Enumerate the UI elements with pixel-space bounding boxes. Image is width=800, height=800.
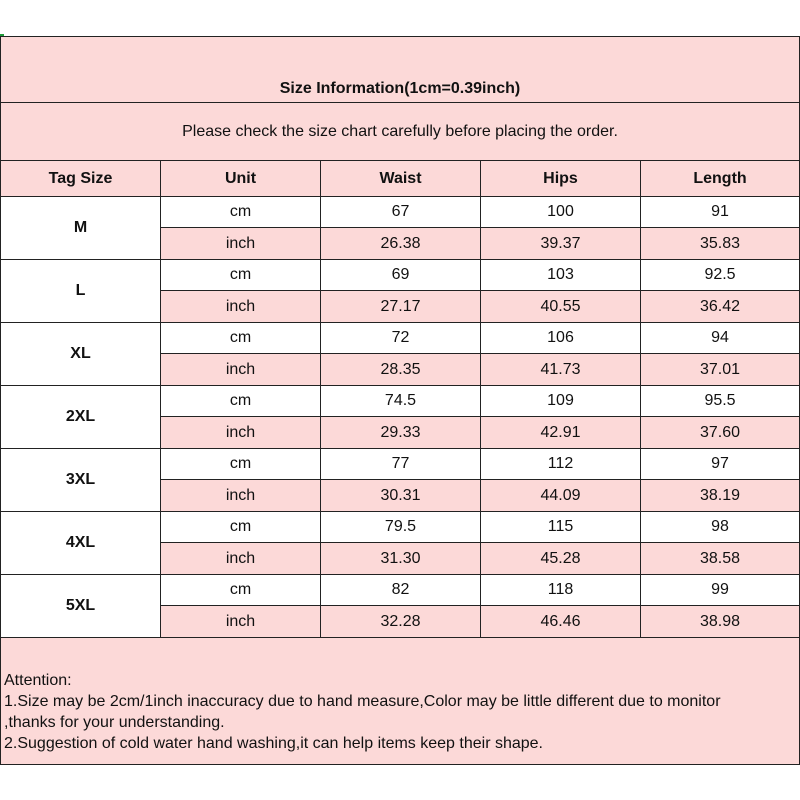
unit-cell: cm xyxy=(161,512,321,543)
waist-cell: 27.17 xyxy=(321,291,481,323)
note-line-2: 2.Suggestion of cold water hand washing,it can help items keep their shape. xyxy=(4,735,543,752)
length-cell: 99 xyxy=(641,575,800,606)
length-cell: 97 xyxy=(641,449,800,480)
unit-cell: inch xyxy=(161,606,321,638)
hips-cell: 44.09 xyxy=(481,480,641,512)
length-cell: 38.98 xyxy=(641,606,800,638)
header-row xyxy=(1,161,800,197)
note-line-1: 1.Size may be 2cm/1inch inaccuracy due to hand measure,Color may be little different due to monitor xyxy=(4,693,721,710)
length-cell: 98 xyxy=(641,512,800,543)
hips-cell: 41.73 xyxy=(481,354,641,386)
waist-cell: 28.35 xyxy=(321,354,481,386)
hips-cell: 109 xyxy=(481,386,641,417)
hips-cell: 100 xyxy=(481,197,641,228)
unit-cell: inch xyxy=(161,480,321,512)
waist-cell: 26.38 xyxy=(321,228,481,260)
size-tag: 2XL xyxy=(1,386,161,449)
hips-cell: 45.28 xyxy=(481,543,641,575)
unit-cell: cm xyxy=(161,575,321,606)
hips-cell: 112 xyxy=(481,449,641,480)
header-unit: Unit xyxy=(161,161,321,197)
length-cell: 38.58 xyxy=(641,543,800,575)
waist-cell: 72 xyxy=(321,323,481,354)
table-row xyxy=(1,197,800,228)
table-row xyxy=(1,575,800,606)
attention-heading: Attention: xyxy=(4,672,72,689)
size-tag: M xyxy=(1,197,161,260)
length-cell: 94 xyxy=(641,323,800,354)
waist-cell: 30.31 xyxy=(321,480,481,512)
length-cell: 95.5 xyxy=(641,386,800,417)
unit-cell: cm xyxy=(161,449,321,480)
size-tag: 5XL xyxy=(1,575,161,638)
length-cell: 37.01 xyxy=(641,354,800,386)
unit-cell: inch xyxy=(161,354,321,386)
table-row xyxy=(1,260,800,291)
hips-cell: 46.46 xyxy=(481,606,641,638)
unit-cell: inch xyxy=(161,417,321,449)
header-waist: Waist xyxy=(321,161,481,197)
unit-cell: cm xyxy=(161,197,321,228)
waist-cell: 67 xyxy=(321,197,481,228)
waist-cell: 82 xyxy=(321,575,481,606)
hips-cell: 103 xyxy=(481,260,641,291)
waist-cell: 32.28 xyxy=(321,606,481,638)
header-tag-size: Tag Size xyxy=(1,161,161,197)
size-table xyxy=(0,36,800,765)
table-row xyxy=(1,386,800,417)
length-cell: 38.19 xyxy=(641,480,800,512)
unit-cell: inch xyxy=(161,291,321,323)
size-tag: 3XL xyxy=(1,449,161,512)
hips-cell: 118 xyxy=(481,575,641,606)
length-cell: 37.60 xyxy=(641,417,800,449)
table-row xyxy=(1,449,800,480)
unit-cell: inch xyxy=(161,228,321,260)
unit-cell: cm xyxy=(161,386,321,417)
waist-cell: 69 xyxy=(321,260,481,291)
waist-cell: 79.5 xyxy=(321,512,481,543)
unit-cell: inch xyxy=(161,543,321,575)
size-tag: 4XL xyxy=(1,512,161,575)
header-length: Length xyxy=(641,161,800,197)
chart-subtitle: Please check the size chart carefully before placing the order. xyxy=(1,103,800,161)
hips-cell: 40.55 xyxy=(481,291,641,323)
hips-cell: 115 xyxy=(481,512,641,543)
attention-notes xyxy=(1,638,800,765)
length-cell: 91 xyxy=(641,197,800,228)
size-tag: L xyxy=(1,260,161,323)
hips-cell: 106 xyxy=(481,323,641,354)
table-row xyxy=(1,323,800,354)
hips-cell: 42.91 xyxy=(481,417,641,449)
waist-cell: 29.33 xyxy=(321,417,481,449)
unit-cell: cm xyxy=(161,260,321,291)
length-cell: 35.83 xyxy=(641,228,800,260)
header-hips: Hips xyxy=(481,161,641,197)
table-row xyxy=(1,512,800,543)
note-line-1-continued: ,thanks for your understanding. xyxy=(4,714,225,731)
waist-cell: 74.5 xyxy=(321,386,481,417)
length-cell: 92.5 xyxy=(641,260,800,291)
size-tag: XL xyxy=(1,323,161,386)
hips-cell: 39.37 xyxy=(481,228,641,260)
chart-title: Size Information(1cm=0.39inch) xyxy=(1,37,800,103)
waist-cell: 77 xyxy=(321,449,481,480)
unit-cell: cm xyxy=(161,323,321,354)
waist-cell: 31.30 xyxy=(321,543,481,575)
length-cell: 36.42 xyxy=(641,291,800,323)
